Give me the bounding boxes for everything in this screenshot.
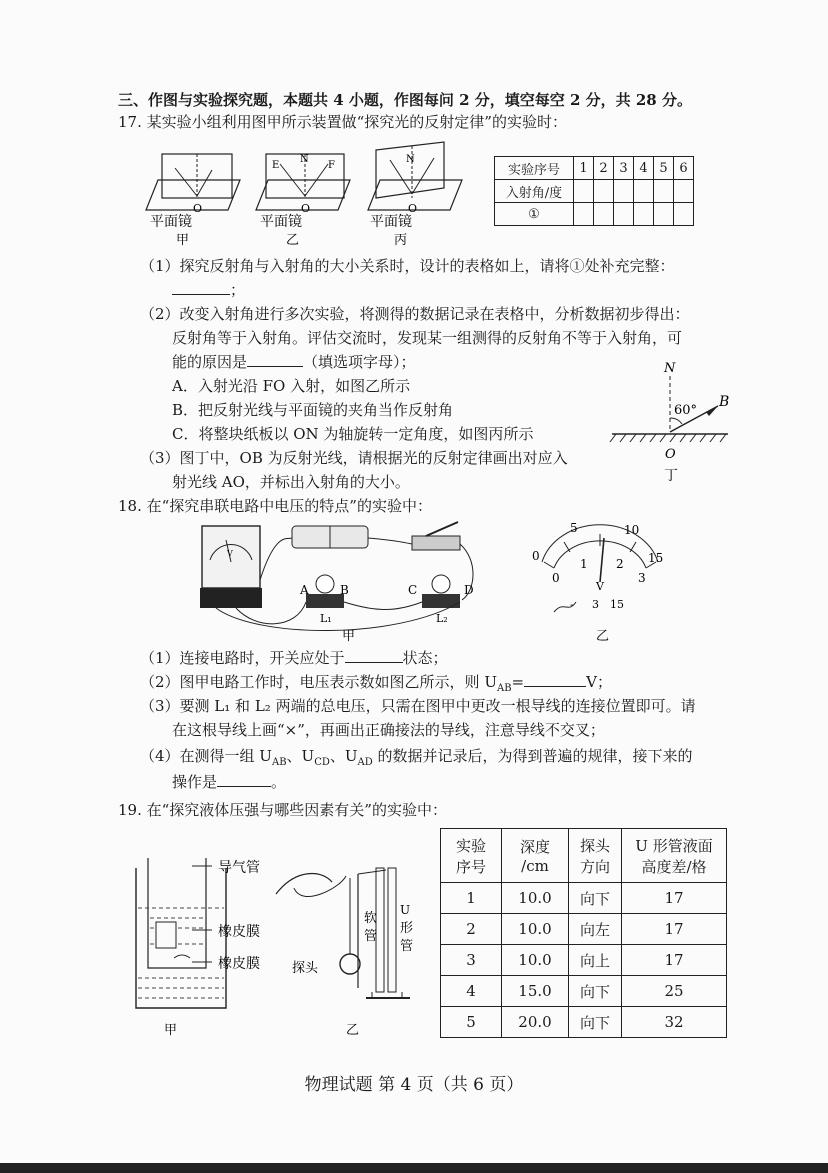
fig18-L2: L₂ <box>436 612 448 625</box>
fig18-voltmeter-v: V <box>227 549 233 558</box>
lamp-l2-base <box>422 594 460 608</box>
q18-p2a: （2）图甲电路工作时，电压表示数如图乙所示，则 U <box>140 673 497 691</box>
fig18-C: C <box>408 583 418 597</box>
fig-ding-N: N <box>664 361 676 376</box>
lamp-l1-base <box>306 594 344 608</box>
fig-bing-caption: 丙 <box>394 233 408 248</box>
fig18-L1: L₁ <box>320 612 332 625</box>
page-footer: 物理试题 第 4 页（共 6 页） <box>304 1075 524 1095</box>
fig19-label-membrane2: 橡皮膜 <box>218 956 260 972</box>
q17-p3-line1: （3）图丁中，OB 为反射光线，请根据光的反射定律画出对应入 <box>140 449 568 467</box>
fig19-label-membrane1: 橡皮膜 <box>218 924 260 940</box>
q17-p3-line2: 射光线 AO，并标出入射角的大小。 <box>172 473 410 491</box>
q18-p4-sub3: AD <box>357 757 373 768</box>
fig19-label-tube: 导气管 <box>218 860 260 876</box>
q17-p1-answer-line <box>172 280 245 300</box>
section-heading: 三、作图与实验探究题，本题共 4 小题，作图每问 2 分，填空每空 2 分，共 28 分。 <box>118 91 692 109</box>
q18-p4-line1 <box>140 746 693 773</box>
fig-bing-N: N <box>406 154 415 165</box>
q18-p4-sub1: AB <box>271 757 287 768</box>
t17-row3-label: ① <box>495 203 574 226</box>
fig18-D: D <box>464 583 474 597</box>
dial-bottom-3: 3 <box>638 571 646 585</box>
fig19-label-u1: U <box>400 903 411 917</box>
q17-p1: （1）探究反射角与入射角的大小关系时，设计的表格如上，请将①处补充完整： <box>140 257 675 275</box>
fig-jia-caption: 甲 <box>176 233 190 248</box>
switch <box>412 536 460 550</box>
table-row: 1 10.0 向下 17 <box>441 883 727 914</box>
q18-p4-end: 的数据并记录后，为得到普遍的规律，接下来的 <box>372 747 693 765</box>
fig-ding-B: B <box>719 394 730 410</box>
fig-yi-O: O <box>301 202 311 215</box>
q17-p2-line1: （2）改变入射角进行多次实验，将测得的数据记录在表格中，分析数据初步得出： <box>140 305 690 323</box>
t17-h4: 4 <box>634 157 654 180</box>
t17-h5: 5 <box>654 157 674 180</box>
figure-19-yi-u-tube <box>276 868 410 998</box>
q18-stem: 18. 在“探究串联电路中电压的特点”的实验中： <box>118 497 432 515</box>
figure-bing-mirror-setup <box>368 142 462 215</box>
figure-19-apparatus <box>126 848 422 1042</box>
fig-ding-O: O <box>665 447 676 462</box>
t17-h6: 6 <box>674 157 694 180</box>
q17-figures-jia-yi-bing <box>140 140 470 250</box>
t19-h2: 探头 方向 <box>569 829 622 883</box>
figure-18-yi-voltmeter-dial <box>524 520 674 648</box>
t17-h1: 1 <box>574 157 594 180</box>
table-row: 2 10.0 向左 17 <box>441 914 727 945</box>
fig18-A: A <box>300 583 309 597</box>
q17-p1-end: ； <box>230 281 246 299</box>
fig19-label-soft2: 管 <box>364 929 378 944</box>
figure-ding-reflection <box>606 356 736 486</box>
q18-p2b: = <box>511 673 525 691</box>
dial-bottom-0: 0 <box>552 571 560 585</box>
bottom-bar <box>0 1163 828 1173</box>
q18-p4-mid1: 、U <box>286 747 315 765</box>
fig-jia-mirror-label: 平面镜 <box>150 214 192 230</box>
q17-p2-l3a: 能的原因是 <box>172 353 248 371</box>
t19-h3: U 形管液面 高度差/格 <box>622 829 727 883</box>
figure-yi-mirror-setup <box>256 154 350 215</box>
t17-h0: 实验序号 <box>495 157 574 180</box>
fig18-yi-caption: 乙 <box>596 629 610 644</box>
q18-p4-line2 <box>172 772 286 792</box>
fig19-label-u3: 管 <box>400 939 414 954</box>
fig-jia-O: O <box>193 202 203 215</box>
fig-bing-O: O <box>408 202 418 215</box>
q19-stem: 19. 在“探究液体压强与哪些因素有关”的实验中： <box>118 801 447 819</box>
q18-p3-line2: 在这根导线上画“×”，再画出正确接法的导线，注意导线不交叉； <box>172 721 605 739</box>
dial-top-15: 15 <box>648 551 664 565</box>
q18-p4-a: （4）在测得一组 U <box>140 747 272 765</box>
dial-term-15: 15 <box>610 598 624 611</box>
fig-yi-N: N <box>300 154 309 165</box>
fig18-B: B <box>340 583 349 597</box>
figure-jia-mirror-setup <box>146 154 240 215</box>
dial-term-neg: - <box>570 598 574 611</box>
q17-option-b: B．把反射光线与平面镜的夹角当作反射角 <box>172 401 454 419</box>
fig-yi-F: F <box>328 160 335 171</box>
q18-p4-l2b: 。 <box>271 773 287 791</box>
dial-bottom-2: 2 <box>616 557 624 571</box>
q18-p1 <box>140 648 448 668</box>
q18-p2-sub: AB <box>496 683 512 694</box>
fig-yi-mirror-label: 平面镜 <box>260 214 302 230</box>
t17-row2-label: 入射角/度 <box>495 180 574 203</box>
q17-p2-l3b: （填选项字母）； <box>303 353 416 371</box>
dial-top-5: 5 <box>570 521 578 535</box>
q17-p2-line3 <box>172 352 416 372</box>
table-row: 3 10.0 向上 17 <box>441 945 727 976</box>
q17-stem: 17. 某实验小组利用图甲所示装置做“探究光的反射定律”的实验时： <box>118 113 567 131</box>
fig19-label-u2: 形 <box>400 921 414 936</box>
table-row: 5 20.0 向下 32 <box>441 1007 727 1038</box>
q18-p3-line1: （3）要测 L₁ 和 L₂ 两端的总电压，只需在图甲中更改一根导线的连接位置即可。请 <box>140 697 696 715</box>
q18-p1b: 状态； <box>402 649 448 667</box>
q18-p4-mid2: 、U <box>329 747 358 765</box>
t19-h1: 深度 /cm <box>502 829 569 883</box>
fig19-label-probe: 探头 <box>292 961 319 976</box>
fig-ding-angle: 60° <box>674 403 698 418</box>
fig18-jia-caption: 甲 <box>342 629 356 644</box>
dial-top-10: 10 <box>624 523 640 537</box>
table-row: 4 15.0 向下 25 <box>441 976 727 1007</box>
figure-18-jia-circuit <box>196 520 486 648</box>
q18-p4-sub2: CD <box>314 757 330 768</box>
q17-data-table <box>494 156 694 226</box>
fig-yi-caption: 乙 <box>286 233 300 248</box>
figure-19-jia-container <box>136 858 226 1008</box>
fig-ding-caption: 丁 <box>664 468 678 484</box>
q19-data-table <box>440 828 727 1038</box>
fig-bing-mirror-label: 平面镜 <box>370 214 412 230</box>
fig-yi-E: E <box>272 160 280 171</box>
fig19-label-soft1: 软 <box>364 911 378 926</box>
t17-h2: 2 <box>594 157 614 180</box>
fig19-jia-caption: 甲 <box>164 1023 178 1038</box>
fig19-yi-caption: 乙 <box>346 1023 360 1038</box>
dial-term-3: 3 <box>592 598 599 611</box>
q17-option-c: C．将整块纸板以 ON 为轴旋转一定角度，如图丙所示 <box>172 425 534 443</box>
q17-option-a: A．入射光沿 FO 入射，如图乙所示 <box>172 377 411 395</box>
dial-unit-v: V <box>596 580 604 593</box>
q18-p4-l2a: 操作是 <box>172 773 218 791</box>
q18-p2c: V； <box>586 673 612 691</box>
q18-p2 <box>140 672 612 699</box>
dial-top-0: 0 <box>532 549 540 563</box>
dial-bottom-1: 1 <box>580 557 588 571</box>
q18-p1a: （1）连接电路时，开关应处于 <box>140 649 345 667</box>
t19-h0: 实验 序号 <box>441 829 502 883</box>
q17-p2-line2: 反射角等于入射角。评估交流时，发现某一组测得的反射角不等于入射角，可 <box>172 329 683 347</box>
t17-h3: 3 <box>614 157 634 180</box>
